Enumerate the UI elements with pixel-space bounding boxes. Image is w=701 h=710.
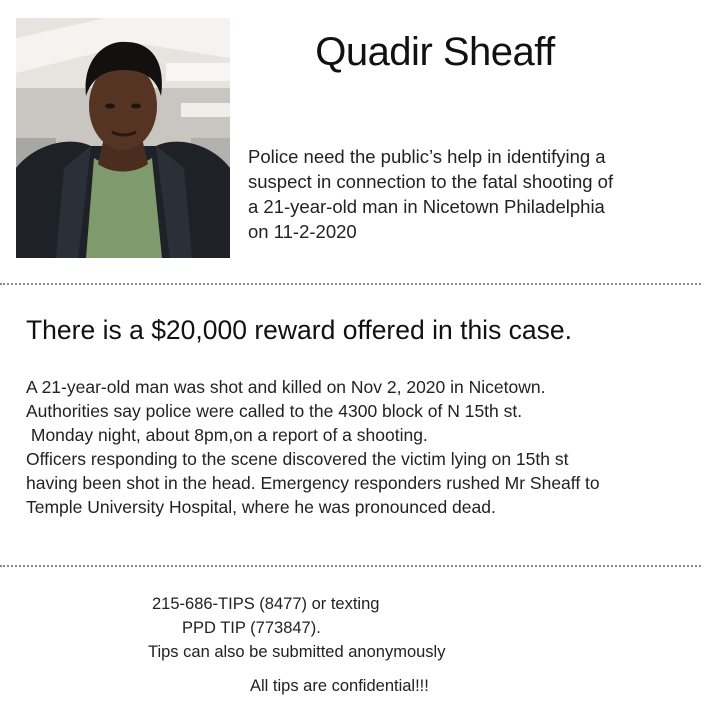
description-line: Authorities say police were called to the 4300 block of N 15th st.: [26, 401, 523, 421]
intro-line: on 11-2-2020: [248, 221, 357, 242]
intro-paragraph: [248, 144, 688, 244]
intro-line: Police need the public’s help in identifying a: [248, 146, 606, 167]
tips-confidential-line: All tips are confidential!!!: [250, 677, 429, 695]
tips-anonymous-line: Tips can also be submitted anonymously: [148, 643, 446, 661]
description-line: Officers responding to the scene discovered the victim lying on 15th st: [26, 449, 569, 469]
dotted-divider: [0, 283, 701, 285]
tips-phone-line: 215-686-TIPS (8477) or texting: [152, 595, 380, 613]
description-line: Monday night, about 8pm,on a report of a shooting.: [26, 425, 428, 445]
suspect-name: Quadir Sheaff: [315, 30, 555, 74]
dotted-divider: [0, 565, 701, 567]
description-line: having been shot in the head. Emergency responders rushed Mr Sheaff to: [26, 473, 600, 493]
intro-line: a 21-year-old man in Nicetown Philadelphia: [248, 196, 605, 217]
description-line: A 21-year-old man was shot and killed on Nov 2, 2020 in Nicetown.: [26, 377, 546, 397]
reward-heading: There is a $20,000 reward offered in this case.: [26, 315, 573, 345]
description-line: Temple University Hospital, where he was pronounced dead.: [26, 497, 496, 517]
tips-contact: [130, 592, 510, 698]
tips-text-line: PPD TIP (773847).: [182, 619, 321, 637]
incident-description: [26, 375, 696, 519]
intro-line: suspect in connection to the fatal shooting of: [248, 171, 614, 192]
suspect-photo: [16, 18, 230, 258]
